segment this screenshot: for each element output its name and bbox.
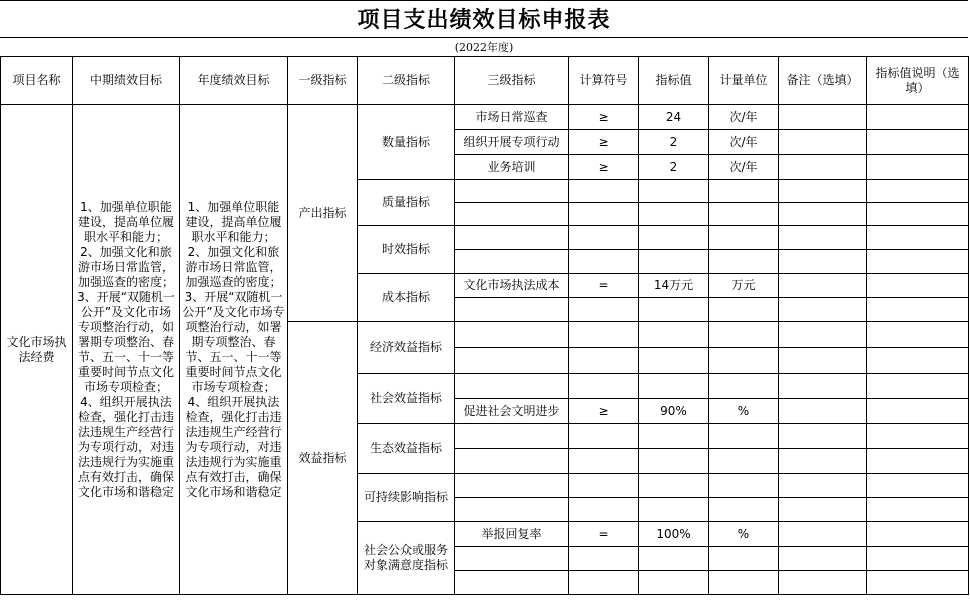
indicator-symbol: ≥ xyxy=(569,399,639,424)
form-title: 项目支出绩效目标申报表 xyxy=(357,7,611,33)
level2-ecological-cell: 生态效益指标 xyxy=(358,424,455,474)
value-desc-cell xyxy=(867,105,969,130)
remark-cell xyxy=(779,130,867,155)
indicator-name: 文化市场执法成本 xyxy=(455,274,569,298)
remark-cell xyxy=(779,399,867,424)
header-project-name: 项目名称 xyxy=(1,57,73,105)
remark-cell xyxy=(779,155,867,180)
indicator-symbol: ≥ xyxy=(569,105,639,130)
form-year: (2022年度) xyxy=(454,40,514,54)
header-row xyxy=(1,57,969,105)
header-unit: 计量单位 xyxy=(709,57,779,105)
remark-cell xyxy=(779,274,867,298)
value-desc-cell xyxy=(867,274,969,298)
indicator-symbol: = xyxy=(569,274,639,298)
project-name-cell: 文化市场执法经费 xyxy=(1,105,73,595)
value-desc-cell xyxy=(867,522,969,547)
header-calc-symbol: 计算符号 xyxy=(569,57,639,105)
indicator-unit: 次/年 xyxy=(709,130,779,155)
level2-timeliness-cell: 时效指标 xyxy=(358,226,455,274)
annual-goal-cell: 1、加强单位职能建设，提高单位履职水平和能力；2、加强文化和旅游市场日常监管，加强巡查的密度；3、开展“双随机一公开”及文化市场专项整治行动，如署期专项整治、春节、五一、十一等重要时间节点文化市场专项检查；4、组织开展执法检查，强化打击违法违规生产经营行为专项行动，对违法违规行为实施重点有效打击，确保文化市场和谐稳定 xyxy=(180,105,288,595)
level2-social-cell: 社会效益指标 xyxy=(358,374,455,424)
indicator-value: 2 xyxy=(639,155,709,180)
header-level3: 三级指标 xyxy=(455,57,569,105)
value-desc-cell xyxy=(867,130,969,155)
performance-target-table xyxy=(0,56,969,595)
header-level1: 一级指标 xyxy=(288,57,358,105)
value-desc-cell xyxy=(867,399,969,424)
indicator-value: 24 xyxy=(639,105,709,130)
indicator-name: 市场日常巡查 xyxy=(455,105,569,130)
remark-cell xyxy=(779,105,867,130)
table-row xyxy=(1,105,969,130)
level2-cost-cell: 成本指标 xyxy=(358,274,455,322)
indicator-name: 业务培训 xyxy=(455,155,569,180)
header-value-desc: 指标值说明（选填） xyxy=(867,57,969,105)
level2-economic-cell: 经济效益指标 xyxy=(358,322,455,374)
level2-quality-cell: 质量指标 xyxy=(358,180,455,226)
indicator-value: 14万元 xyxy=(639,274,709,298)
indicator-unit: 次/年 xyxy=(709,155,779,180)
header-mid-goal: 中期绩效目标 xyxy=(73,57,180,105)
indicator-value: 2 xyxy=(639,130,709,155)
value-desc-cell xyxy=(867,155,969,180)
level2-quantity-cell: 数量指标 xyxy=(358,105,455,180)
indicator-unit: 万元 xyxy=(709,274,779,298)
indicator-symbol: ≥ xyxy=(569,130,639,155)
indicator-unit: % xyxy=(709,399,779,424)
indicator-symbol: = xyxy=(569,522,639,547)
level1-benefit-cell: 效益指标 xyxy=(288,322,358,595)
header-annual-goal: 年度绩效目标 xyxy=(180,57,288,105)
indicator-name: 举报回复率 xyxy=(455,522,569,547)
header-level2: 二级指标 xyxy=(358,57,455,105)
level2-sustainable-cell: 可持续影响指标 xyxy=(358,474,455,522)
indicator-name: 促进社会文明进步 xyxy=(455,399,569,424)
header-remarks: 备注（选填） xyxy=(779,57,867,105)
indicator-unit: % xyxy=(709,522,779,547)
indicator-value: 90% xyxy=(639,399,709,424)
header-indicator-value: 指标值 xyxy=(639,57,709,105)
indicator-value: 100% xyxy=(639,522,709,547)
indicator-name: 组织开展专项行动 xyxy=(455,130,569,155)
level1-output-cell: 产出指标 xyxy=(288,105,358,322)
mid-goal-cell: 1、加强单位职能建设，提高单位履职水平和能力；2、加强文化和旅游市场日常监管，加强巡查的密度；3、开展“双随机一公开”及文化市场专项整治行动，如署期专项整治、春节、五一、十一等重要时间节点文化市场专项检查；4、组织开展执法检查，强化打击违法违规生产经营行为专项行动，对违法违规行为实施重点有效打击，确保文化市场和谐稳定 xyxy=(73,105,180,595)
remark-cell xyxy=(779,522,867,547)
indicator-unit: 次/年 xyxy=(709,105,779,130)
level2-satisfaction-cell: 社会公众或服务对象满意度指标 xyxy=(358,522,455,595)
indicator-symbol: ≥ xyxy=(569,155,639,180)
